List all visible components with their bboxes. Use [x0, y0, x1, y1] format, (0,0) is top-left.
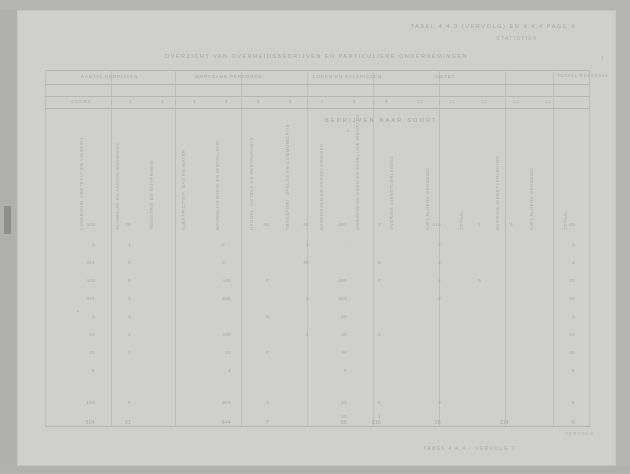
table-cell: 5: [92, 242, 95, 247]
row-label-12: OVERIGE DIENSTVERLENING: [495, 155, 500, 230]
table-cell: 44: [263, 222, 269, 227]
table-cell: 3: [128, 296, 131, 301]
table-total-cell: 95: [340, 420, 347, 426]
table-cell: 4: [438, 278, 441, 283]
section-label: BEDRIJVEN NAAR SOORT: [325, 118, 438, 124]
table-cell: 1: [128, 350, 131, 355]
column-header-11: 11: [449, 99, 456, 104]
film-frame-top: [0, 0, 630, 10]
footer-bottom-note: TABEL 4.4.4 - VERVOLG 2: [423, 446, 516, 452]
column-header-12: 12: [481, 99, 488, 104]
table-cell: 6: [222, 242, 225, 247]
column-header-soort: SOORT: [71, 99, 92, 104]
table-cell: 464: [338, 296, 347, 301]
table-vrule-7: [505, 70, 506, 426]
table-cell: 9: [438, 242, 441, 247]
table-cell: 19: [569, 296, 575, 301]
table-cell: 5: [128, 400, 131, 405]
column-header-9: 9: [385, 99, 389, 104]
table-cell: 2: [128, 332, 131, 337]
page-title: OVERZICHT VAN OVERHEIDSBEDRIJVEN EN PARTICULIERE ONDERNEMINGEN: [164, 54, 469, 60]
table-cell: 44: [341, 350, 347, 355]
row-label-14: TOTAAL: [563, 210, 568, 230]
column-header-14: 14: [545, 99, 552, 104]
row-label-0: LANDBOUW, VEETEELT EN VISSERIJ: [79, 137, 84, 230]
column-header-7: 7: [321, 99, 325, 104]
table-total-cell: 114: [500, 420, 509, 426]
table-cell: -: [345, 242, 347, 247]
column-header-3: 3: [193, 99, 197, 104]
table-cell: 44: [569, 332, 575, 337]
table-cell: 3: [266, 400, 269, 405]
table-cell: 44: [569, 278, 575, 283]
table-cell: 3: [510, 222, 513, 227]
table-total-cell: 504: [85, 420, 95, 426]
table-cell: 4: [128, 314, 131, 319]
row-label-2: INDUSTRIE EN NIJVERHEID: [149, 160, 154, 230]
table-rule-colnums: [45, 108, 590, 109]
page-header-right: TABEL 4.4.3 (VERVOLG) EN 4.4.4 PAGE 4: [410, 24, 576, 30]
table-vrule-6: [439, 70, 440, 426]
column-group-3: OMZET: [435, 74, 456, 79]
column-header-6: 6: [289, 99, 293, 104]
table-cell: 6: [378, 260, 381, 265]
row-label-11: TOTAAL: [459, 210, 464, 230]
table-cell: 48: [569, 350, 575, 355]
table-cell: 445: [222, 278, 231, 283]
table-cell: 2: [222, 260, 225, 265]
table-cell: 449: [222, 332, 231, 337]
table-cell: 1: [306, 242, 309, 247]
table-cell: 915: [222, 400, 231, 405]
table-vrule-3: [241, 70, 242, 426]
footer-right-note: VERVOLG: [564, 431, 594, 436]
table-cell: 25: [341, 314, 347, 319]
row-label-13: NIET ELDERS GENOEMD: [529, 167, 534, 230]
table-cell: 5: [128, 260, 131, 265]
row-label-8: ONROEREND GOED EN ZAKELIJKE DIENSTEN: [355, 114, 360, 230]
table-cell: 3: [438, 296, 441, 301]
table-rule-subheads: [45, 96, 590, 97]
column-header-4: 4: [225, 99, 229, 104]
table-cell: 2: [378, 332, 381, 337]
film-frame-bottom: [0, 466, 630, 474]
table-cell: 163: [86, 400, 95, 405]
table-cell: 8: [572, 400, 575, 405]
row-label-3: ELEKTRICITEIT, GAS EN WATER: [181, 149, 186, 230]
table-cell: 3: [378, 222, 381, 227]
column-header-8: 8: [353, 99, 357, 104]
table-cell: 1: [128, 242, 131, 247]
table-cell: 44: [89, 332, 95, 337]
table-total-cell: 31: [124, 420, 131, 426]
table-total-cell: 7: [265, 420, 269, 426]
table-cell: 8: [266, 314, 269, 319]
row-label-10: NIET ELDERS GENOEMD: [425, 167, 430, 230]
table-cell: 41: [225, 350, 231, 355]
film-notch: [4, 206, 11, 234]
table-cell: 26: [125, 222, 131, 227]
table-cell: 443: [86, 278, 95, 283]
table-cell: 4: [438, 260, 441, 265]
table-cell: 4: [306, 332, 309, 337]
table-cell: 4: [228, 368, 231, 373]
table-rule-groups: [45, 84, 590, 85]
table-cell: 565: [222, 296, 231, 301]
table-cell: -: [223, 222, 225, 227]
table-cell: 23: [341, 400, 347, 405]
table-cell: 441: [86, 296, 95, 301]
film-frame-left: [0, 0, 17, 474]
table-cell: 48: [303, 260, 309, 265]
table-cell: 465: [338, 278, 347, 283]
column-group-4: TOTAAL GENERAAL: [557, 73, 609, 78]
table-total-cell: 644: [221, 420, 231, 426]
table-cell: 26: [303, 222, 309, 227]
table-cell: 443: [86, 222, 95, 227]
table-cell: 4: [572, 260, 575, 265]
page-header-subtitle: STATISTIEK: [496, 36, 538, 42]
scan-artifact: [347, 130, 349, 132]
table-cell: 8: [378, 278, 381, 283]
column-header-5: 5: [257, 99, 261, 104]
table-cell: 6: [92, 314, 95, 319]
table-cell: 9: [344, 368, 347, 373]
table-cell: 461: [338, 222, 347, 227]
table-vrule-1: [111, 70, 112, 426]
table-cell: 6: [572, 368, 575, 373]
column-group-1: WERKZAME PERSONEN: [195, 74, 263, 79]
column-header-2: 2: [161, 99, 165, 104]
row-label-4: BOUWNIJVERHEID EN INSTALLATIE: [215, 140, 220, 230]
table-cell: 45: [341, 332, 347, 337]
row-label-6: TRANSPORT, OPSLAG EN COMMUNICATIE: [285, 123, 290, 230]
table-cell: 416: [432, 222, 441, 227]
table-cell: 42: [89, 350, 95, 355]
column-group-2: LONEN EN SALARISSEN: [313, 74, 382, 79]
table-total-cell: 6: [571, 420, 575, 426]
column-header-10: 10: [417, 99, 424, 104]
row-label-5: HANDEL, HOTELS EN RESTAURANTS: [249, 136, 254, 230]
column-group-0: AANTAL BEDRIJVEN: [81, 74, 139, 79]
corner-mark: 1: [601, 56, 604, 62]
row-label-9: OVERIGE DIENSTVERLENING: [389, 155, 394, 230]
table-cell: 8: [266, 350, 269, 355]
row-label-1: MIJNBOUW EN AARDOLIEWINNING: [115, 142, 120, 230]
table-cell: 451: [86, 260, 95, 265]
table-cell: 6: [266, 278, 269, 283]
table-cell: 6: [572, 314, 575, 319]
scan-artifact: [77, 310, 79, 312]
table-vrule-4: [307, 70, 308, 426]
table-vrule-9: [589, 70, 590, 426]
table-cell: 9: [438, 400, 441, 405]
table-rule-bottom: [45, 426, 590, 427]
table-vrule-0: [45, 70, 46, 426]
row-label-7: BANKWEZEN EN VERZEKERINGEN: [319, 143, 324, 230]
data-table: [45, 70, 609, 426]
table-cell: 2: [478, 222, 481, 227]
table-cell: 1: [378, 414, 381, 419]
table-cell: 4: [306, 296, 309, 301]
column-header-1: 1: [129, 99, 133, 104]
table-cell: 8: [378, 400, 381, 405]
table-rule-top: [45, 70, 590, 71]
column-header-13: 13: [513, 99, 520, 104]
table-cell: 5: [572, 242, 575, 247]
table-total-cell: 216: [371, 420, 381, 426]
film-frame-right: [616, 0, 630, 474]
table-cell: 6: [128, 278, 131, 283]
table-cell: 9: [478, 278, 481, 283]
table-cell: 55: [341, 414, 347, 419]
table-cell: 45: [569, 222, 575, 227]
table-cell: 8: [92, 368, 95, 373]
document-sheet: [17, 10, 616, 466]
table-total-cell: 26: [434, 420, 441, 426]
table-vrule-2: [175, 70, 176, 426]
